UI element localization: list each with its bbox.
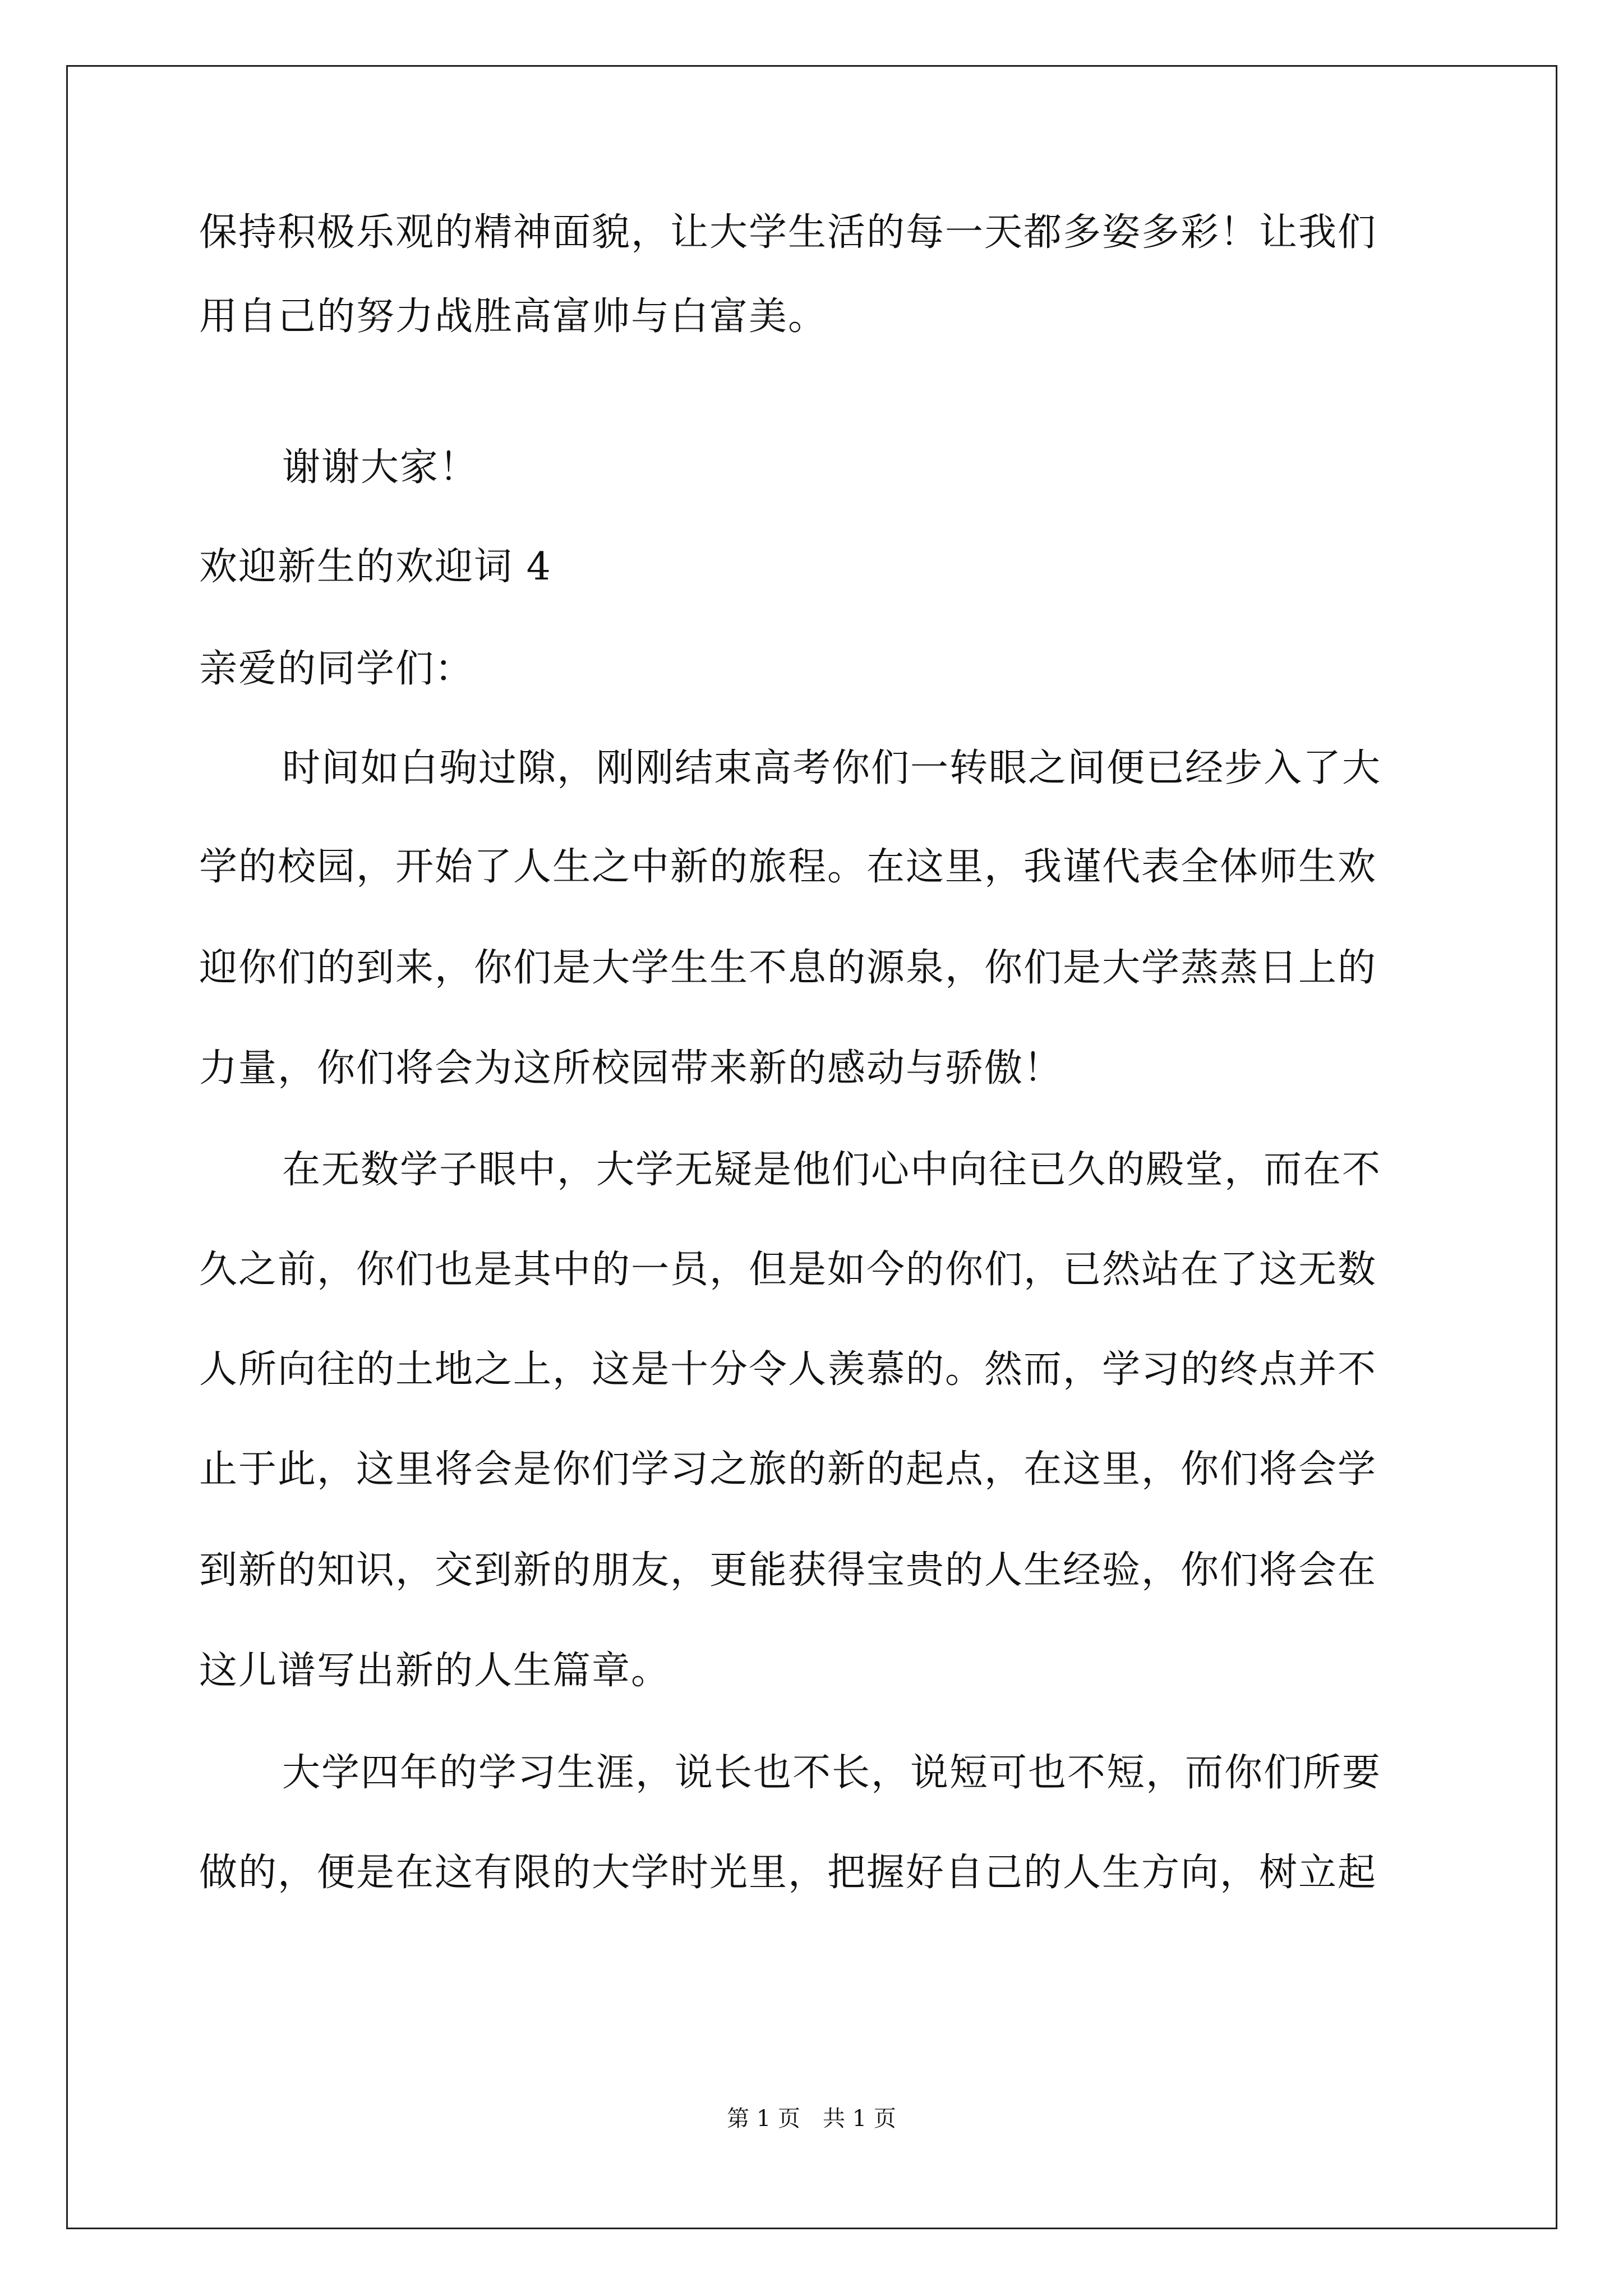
- paragraph-line: 止于此，这里将会是你们学习之旅的新的起点，在这里，你们将会学: [199, 1447, 1377, 1492]
- paragraph-line: 在无数学子眼中，大学无疑是他们心中向往已久的殿堂，而在不: [282, 1148, 1382, 1192]
- salutation: 亲爱的同学们：: [199, 647, 474, 691]
- paragraph-line: 时间如白驹过隙，刚刚结束高考你们一转眼之间便已经步入了大: [282, 746, 1382, 790]
- paragraph-line: 这儿谱写出新的人生篇章。: [199, 1649, 671, 1693]
- section-heading: 欢迎新生的欢迎词 4: [199, 545, 552, 589]
- paragraph-line: 做的，便是在这有限的大学时光里，把握好自己的人生方向，树立起: [199, 1851, 1377, 1895]
- paragraph-line: 迎你们的到来，你们是大学生生不息的源泉，你们是大学蒸蒸日上的: [199, 946, 1377, 990]
- paragraph-line: 大学四年的学习生涯，说长也不长，说短可也不短，而你们所要: [282, 1751, 1382, 1795]
- paragraph-line: 人所向往的土地之上，这是十分令人羡慕的。然而，学习的终点并不: [199, 1347, 1377, 1392]
- paragraph-line: 力量，你们将会为这所校园带来新的感动与骄傲！: [199, 1046, 1063, 1091]
- paragraph-line: 久之前，你们也是其中的一员，但是如今的你们，已然站在了这无数: [199, 1248, 1377, 1292]
- page-footer: 第 1 页 共 1 页: [727, 2106, 896, 2132]
- paragraph-line: 用自己的努力战胜高富帅与白富美。: [199, 295, 828, 339]
- closing-line: 谢谢大家！: [282, 445, 479, 490]
- paragraph-line: 保持积极乐观的精神面貌，让大学生活的每一天都多姿多彩！让我们: [199, 210, 1377, 255]
- paragraph-line: 到新的知识，交到新的朋友，更能获得宝贵的人生经验，你们将会在: [199, 1548, 1377, 1593]
- paragraph-line: 学的校园，开始了人生之中新的旅程。在这里，我谨代表全体师生欢: [199, 845, 1377, 889]
